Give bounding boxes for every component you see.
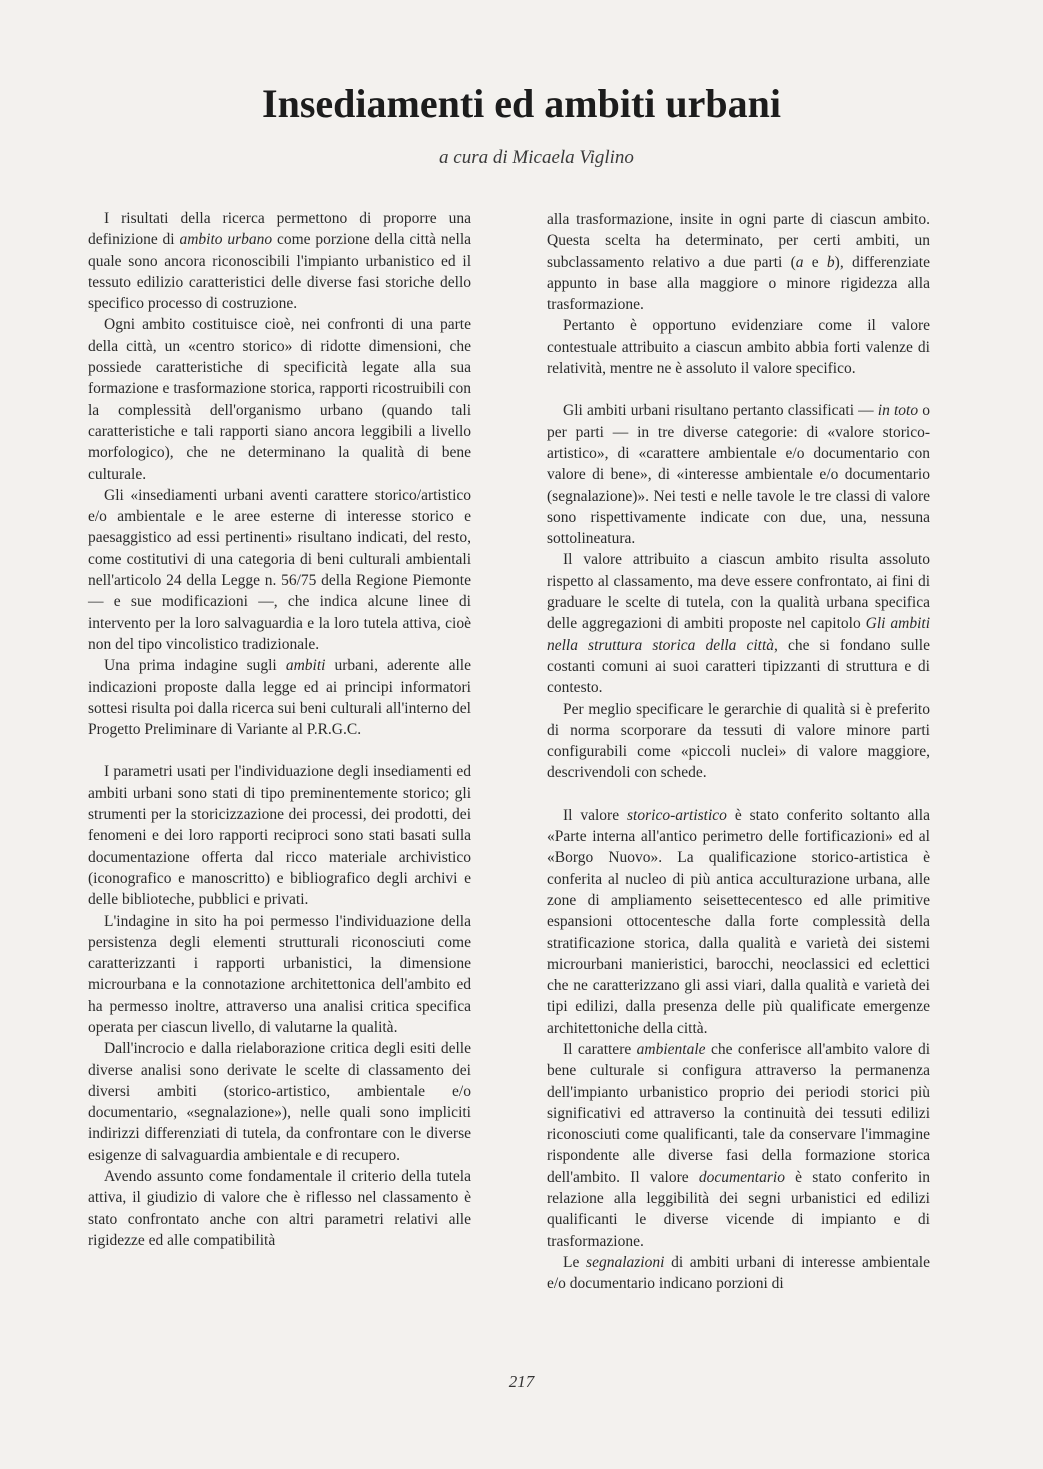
- paragraph: [88, 208, 471, 314]
- text-run: Per meglio specificare le gerarchie di qualità si è preferito di norma scorporare da tessuti di valore minore parti configurabili come «piccoli nuclei» di valore maggiore, descrivendoli con schede.: [547, 700, 930, 782]
- paragraph: [547, 699, 930, 784]
- text-run: ), differenziate appunto in base alla maggiore o minore rigidezza alla trasformazione.: [547, 253, 930, 314]
- text-run: , che si fondano sulle costanti comuni ai suoi caratteri tipizzanti di struttura e di contesto.: [547, 636, 930, 697]
- text-run: Gli ambiti urbani risultano pertanto classificati —: [563, 402, 878, 420]
- text-run: Una prima indagine sugli: [104, 657, 286, 675]
- page-title: Insediamenti ed ambiti urbani: [262, 81, 781, 126]
- text-run: Il carattere: [563, 1040, 637, 1058]
- right-column: [547, 209, 930, 1295]
- paragraph: [88, 485, 471, 655]
- text-run: come porzione della città nella quale sono ancora riconoscibili l'impianto urbanistico ed il tessuto edilizio caratteristici delle diverse fasi storiche dello specifico processo di costruzione.: [88, 231, 472, 313]
- text-run: Gli «insediamenti urbani aventi carattere storico/artistico e/o ambientale e le aree esterne di interesse storico e paesaggistico ad essi pertinenti» risultano indicati, del resto, come costitutivi di una categoria di beni culturali ambientali nell'articolo 24 della Legge n. 56/75 della Regione Piemonte — e sue modificazioni —, che indica alcune linee di intervento per la loro salvaguardia e la loro tutela attiva, cioè non del tipo vincolistico tradizionale.: [88, 486, 471, 653]
- text-run: Ogni ambito costituisce cioè, nei confronti di una parte della città, un «centro storico» di ridotte dimensioni, che possiede caratteristiche di specificità legate alla sua formazione e trasformazione storica, rapporti ricostruibili con la complessità dell'organismo urbano (quando tali caratteristiche e tali rapporti siano ancora leggibili a livello morfologico), che ne determinano la qualità di bene culturale.: [88, 316, 471, 483]
- page-number: 217: [508, 1372, 535, 1391]
- paragraph: [88, 314, 471, 484]
- italic-term: segnalazioni: [586, 1253, 665, 1271]
- paragraph: [547, 400, 930, 549]
- text-run: e: [803, 253, 827, 271]
- text-run: L'indagine in sito ha poi permesso l'individuazione della persistenza degli elementi strutturali riconosciuti come caratterizzanti i rapporti urbanistici, la dimensione microurbana e la connotazione architettonica dell'ambito ed ha permesso inoltre, attraverso una analisi critica specifica operata per ciascun livello, di valutarne la qualità.: [88, 912, 471, 1036]
- text-run: di ambiti urbani di interesse ambientale e/o documentario indicano porzioni di: [547, 1253, 930, 1293]
- paragraph: [88, 761, 471, 910]
- text-run: Avendo assunto come fondamentale il criterio della tutela attiva, il giudizio di valore che è riflesso nel classamento è stato confrontato anche con altri parametri relativi alle rigidezze ed alle compatibilità: [88, 1168, 471, 1249]
- italic-term: ambientale: [636, 1040, 706, 1058]
- italic-term: documentario: [698, 1168, 785, 1186]
- paragraph: [547, 209, 930, 315]
- italic-term: in toto: [877, 402, 919, 420]
- text-run: è stato conferito in relazione alla leggibilità dei segni urbanistici ed edilizi qualificanti le diverse vicende di impianto e di trasformazione.: [547, 1168, 931, 1250]
- text-run: Il valore: [563, 806, 628, 824]
- paragraph: [547, 315, 930, 379]
- left-column: [88, 208, 471, 1251]
- text-run: Le: [563, 1253, 587, 1271]
- text-run: che conferisce all'ambito valore di bene culturale si configura attraverso la permanenza dell'impianto urbanistico proprio dei periodi storici più significativi ed attraverso la continuità dei tessuti edilizi riconosciuti come qualificanti, tale da conservare l'immagine rispondente alle diverse fasi della formazione storica dell'ambito. Il valore: [547, 1040, 930, 1186]
- italic-term: b: [826, 253, 835, 271]
- italic-term: ambiti: [285, 657, 326, 675]
- text-run: urbani, aderente alle indicazioni proposte dalla legge ed ai principi informatori sottesi risulta poi dalla ricerca sui beni culturali all'interno del Progetto Preliminare di Variante al P.R.G.C.: [88, 657, 471, 739]
- text-run: è stato conferito soltanto alla «Parte interna all'antico perimetro delle fortificazioni» ed al «Borgo Nuovo». La qualificazione storico-artistica è conferita al nucleo di più antica acculturazione urbana, alle zone di ampliamento seisettecentesco ed alle primitive espansioni ottocentesche dalla forte complessità della stratificazione storica, dalla qualità e varietà dei sistemi microurbani manieristici, barocchi, neoclassici ed eclettici che ne caratterizzano gli assi viari, dalla qualità e varietà dei tipi edilizi, dalla presenza delle più qualificate emergenze architettoniche della città.: [547, 806, 930, 1037]
- text-run: Pertanto è opportuno evidenziare come il valore contestuale attribuito a ciascun ambito abbia forti valenze di relatività, mentre ne è assoluto il valore specifico.: [547, 317, 930, 378]
- paragraph: [88, 655, 471, 740]
- paragraph: [547, 1252, 930, 1295]
- paragraph: [88, 1166, 471, 1251]
- paragraph: [547, 1039, 930, 1252]
- text-run: Il valore attribuito a ciascun ambito risulta assoluto rispetto al classamento, ma deve essere confrontato, ai fini di graduare le scelte di tutela, con la qualità urbana specifica delle aggregazioni di ambiti proposte nel capitolo: [547, 551, 930, 633]
- italic-term: storico-artistico: [627, 806, 727, 824]
- italic-term: ambito urbano: [179, 231, 273, 249]
- paragraph: [88, 911, 471, 1039]
- italic-term: Gli ambiti nella struttura storica della città: [547, 615, 930, 654]
- text-run: o per parti — in tre diverse categorie: di «valore storico-artistico», di «carattere ambientale e/o documentario con valore di bene», di «interesse ambientale e/o documentario (segnalazione)». Nei testi e nelle tavole le tre classi di valore sono rispettivamente indicate con due, una, nessuna sottolineatura.: [547, 402, 930, 548]
- text-run: Dall'incrocio e dalla rielaborazione critica degli esiti delle diverse analisi sono derivate le scelte di classamento dei diversi ambiti (storico-artistico, ambientale e/o documentario, «segnalazione»), nelle quali sono impliciti indirizzi differenziati di tutela, da confrontare con le diverse esigenze di salvaguardia ambientale e di recupero.: [88, 1040, 471, 1164]
- paragraph: [547, 805, 930, 1039]
- italic-term: a: [795, 253, 804, 271]
- paragraph: [88, 1038, 471, 1166]
- text-run: I parametri usati per l'individuazione degli insediamenti ed ambiti urbani sono stati di tipo preminentemente storico; gli strumenti per la storicizzazione dei processi, dei prodotti, dei fenomeni e dei loro rapporti reciproci sono stati basati sulla documentazione offerta dal ricco materiale archivistico (iconografico e manoscritto) e bibliografico degli archivi e delle biblioteche, pubblici e privati.: [88, 763, 471, 909]
- text-run: I risultati della ricerca permettono di proporre una definizione di: [88, 210, 471, 249]
- byline: a cura di Micaela Viglino: [439, 147, 634, 168]
- paragraph: [547, 549, 930, 698]
- text-run: alla trasformazione, insite in ogni parte di ciascun ambito. Questa scelta ha determinato, per certi ambiti, un subclassamento relativo a due parti (: [547, 211, 930, 271]
